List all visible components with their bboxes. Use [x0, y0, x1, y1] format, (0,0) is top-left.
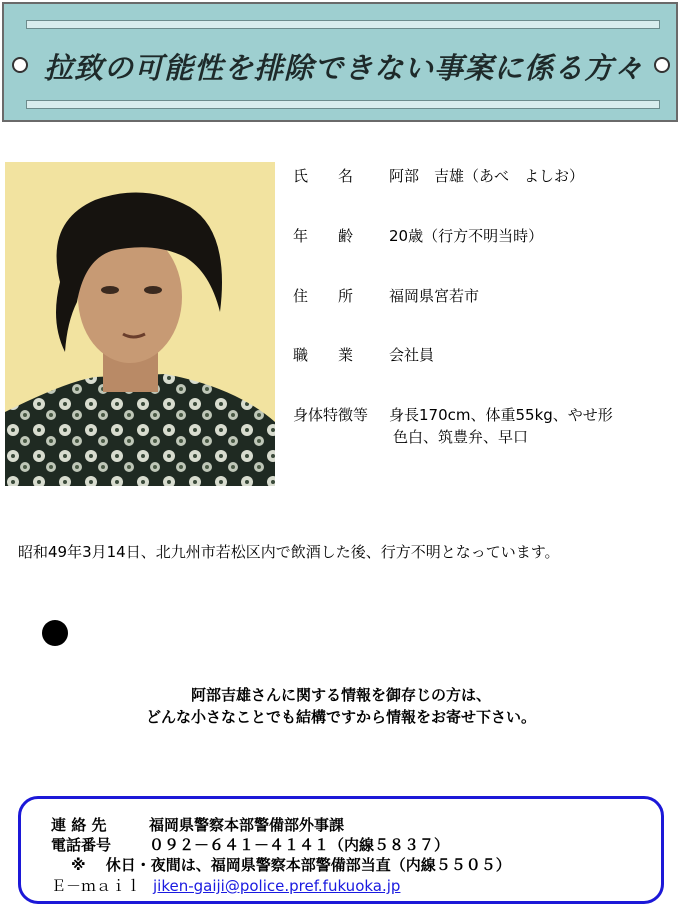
occupation-value: 会社員 — [389, 346, 435, 364]
address-label: 住 所 — [293, 287, 354, 305]
appeal-line-2: どんな小さなことでも結構ですから情報をお寄せ下さい。 — [145, 708, 536, 726]
age-row — [293, 225, 543, 247]
bullet-dot — [42, 620, 68, 646]
banner-top-rule — [26, 20, 660, 29]
address-value: 福岡県宮若市 — [389, 287, 480, 305]
age-value: 20歳（行方不明当時） — [389, 227, 544, 245]
features-value-line2: 色白、筑豊弁、早口 — [393, 428, 529, 446]
page-title: 拉致の可能性を排除できない事案に係る方々 — [44, 51, 645, 85]
occupation-label: 職 業 — [293, 346, 354, 364]
name-row — [293, 165, 584, 187]
case-summary: 昭和49年3月14日、北九州市若松区内で飲酒した後、行方不明となっています。 — [18, 543, 560, 561]
features-label: 身体特徴等 — [293, 406, 369, 424]
appeal-line-1: 阿部吉雄さんに関する情報を御存じの方は、 — [190, 686, 491, 704]
banner-left-rivet — [12, 57, 28, 73]
title-banner — [2, 2, 678, 122]
after-hours-note: ※ 休日・夜間は、福岡県警察本部警備部当直（内線５５０５） — [71, 856, 511, 874]
banner-bottom-rule — [26, 100, 660, 109]
features-row — [293, 404, 673, 446]
email-label: Ｅ－ｍａｉｌ — [51, 877, 142, 895]
name-label: 氏 名 — [293, 167, 354, 185]
contact-label: 連 絡 先 — [51, 816, 107, 834]
email-link[interactable]: jiken-gaiji@police.pref.fukuoka.jp — [153, 877, 401, 895]
contact-box — [18, 796, 664, 904]
portrait-illustration — [5, 162, 275, 486]
occupation-row — [293, 344, 434, 366]
age-label: 年 齢 — [293, 227, 354, 245]
contact-org: 福岡県警察本部警備部外事課 — [149, 816, 345, 834]
phone-label: 電話番号 — [51, 836, 112, 854]
person-photo — [5, 162, 275, 486]
address-row — [293, 285, 479, 307]
name-value: 阿部 吉雄（あべ よしお） — [389, 167, 585, 185]
features-value-line1: 身長170cm、体重55kg、やせ形 — [389, 406, 613, 424]
phone-number: ０９２－６４１－４１４１（内線５８３７） — [149, 836, 450, 854]
banner-right-rivet — [654, 57, 670, 73]
